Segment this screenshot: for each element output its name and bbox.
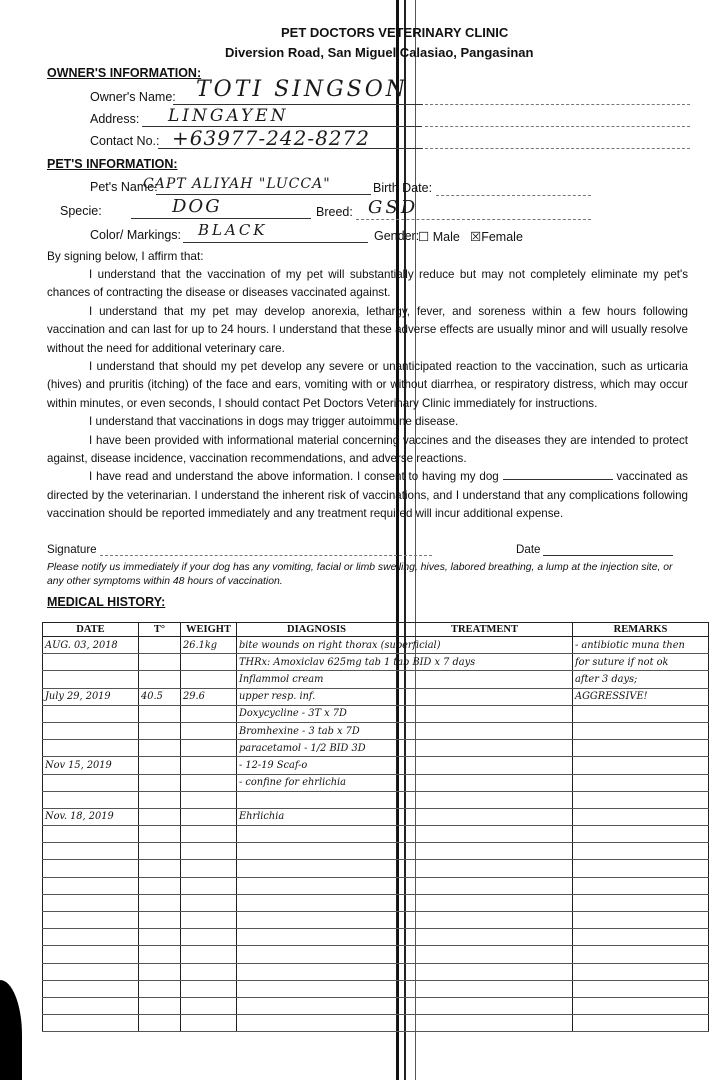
table-row [43,791,709,808]
table-row [43,722,709,739]
consent-paragraph-6: I have read and understand the above information. I consent to having my dog vaccinated as directed by the veterinarian. I understand the inherent risk of vaccinations, and I understand that any complications following vaccination should be reported immediately and any treatment required will incur additional expense. [47,470,688,521]
cell-treatment [397,980,573,997]
table-row [43,654,709,671]
cell-diagnosis [237,912,397,929]
cell-temperature [139,774,181,791]
table-row [43,637,709,654]
cell-diagnosis: - 12-19 Scaf-o [237,757,397,774]
cell-treatment [397,1015,573,1032]
consent-paragraph-4: I understand that vaccinations in dogs may trigger autoimmune disease. [89,415,459,429]
cell-diagnosis [237,946,397,963]
cell-diagnosis [237,963,397,980]
table-row [43,929,709,946]
cell-temperature [139,1015,181,1032]
color-value: BLACK [198,221,268,239]
pet-name-value: CAPT ALIYAH "LUCCA" [143,176,331,192]
cell-remarks [573,791,709,808]
cell-weight [181,929,237,946]
cell-diagnosis [237,877,397,894]
cell-temperature [139,757,181,774]
cell-treatment [397,774,573,791]
pet-section-title: PET'S INFORMATION: [47,157,178,171]
column-header-weight: WEIGHT [181,623,237,637]
table-row [43,705,709,722]
cell-weight [181,1015,237,1032]
cell-date [43,826,139,843]
cell-weight [181,946,237,963]
cell-weight: 29.6 [181,688,237,705]
cell-remarks [573,929,709,946]
cell-remarks [573,757,709,774]
consent-text [47,266,688,524]
cell-treatment [397,740,573,757]
color-label: Color/ Markings: [90,228,181,242]
cell-temperature [139,705,181,722]
cell-treatment [397,705,573,722]
cell-diagnosis: Ehrlichia [237,808,397,825]
cell-treatment [397,843,573,860]
table-row [43,877,709,894]
consent-paragraph-2: I understand that my pet may develop anorexia, lethargy, fever, and soreness within a few hours following vaccination and can last for up to 24 hours. I understand that these adverse effects are usually minor and will usually resolve without the need for additional veterinary care. [47,304,688,355]
cell-diagnosis [237,997,397,1014]
cell-diagnosis: - confine for ehrlichia [237,774,397,791]
owner-name-value: TOTI SINGSON [196,77,409,102]
table-row [43,688,709,705]
table-row [43,757,709,774]
dog-name-blank[interactable] [503,469,613,480]
cell-temperature [139,894,181,911]
cell-remarks: for suture if not ok [573,654,709,671]
table-row [43,912,709,929]
pet-name-label: Pet's Name: [90,180,158,194]
table-row [43,946,709,963]
table-row [43,774,709,791]
cell-temperature [139,963,181,980]
signature-label: Signature [47,543,97,556]
cell-date: Nov. 18, 2019 [43,808,139,825]
consent-paragraph-5: I have been provided with informational material concerning vaccines and the diseases they are intended to protect against, disease incidence, vaccination recommendations, and adverse reactions. [47,433,688,466]
cell-temperature [139,808,181,825]
cell-weight [181,740,237,757]
cell-remarks [573,1015,709,1032]
column-header-treatment: TREATMENT [397,623,573,637]
cell-remarks [573,774,709,791]
cell-weight [181,791,237,808]
cell-diagnosis [237,1015,397,1032]
cell-temperature [139,671,181,688]
breed-label: Breed: [316,205,353,219]
cell-diagnosis: bite wounds on right thorax (superficial) [237,637,397,654]
cell-remarks [573,808,709,825]
cell-temperature [139,722,181,739]
cell-date [43,980,139,997]
cell-temperature [139,826,181,843]
table-row [43,997,709,1014]
cell-diagnosis: THRx: Amoxiclav 625mg tab 1 tab BID x 7 days [237,654,397,671]
cell-temperature [139,843,181,860]
cell-date [43,894,139,911]
cell-weight [181,980,237,997]
contact-label: Contact No.: [90,134,160,148]
table-row [43,808,709,825]
table-row [43,1015,709,1032]
cell-weight [181,912,237,929]
table-row [43,826,709,843]
cell-treatment [397,688,573,705]
cell-date [43,671,139,688]
cell-diagnosis [237,980,397,997]
cell-weight [181,774,237,791]
cell-date [43,654,139,671]
column-header-temperature: T° [139,623,181,637]
cell-temperature [139,860,181,877]
cell-temperature [139,654,181,671]
cell-temperature [139,980,181,997]
breed-value: GSD [368,197,419,218]
cell-date: AUG. 03, 2018 [43,637,139,654]
cell-temperature [139,740,181,757]
cell-treatment [397,929,573,946]
cell-weight [181,843,237,860]
cell-treatment [397,877,573,894]
column-header-date: DATE [43,623,139,637]
cell-remarks [573,722,709,739]
cell-treatment [397,757,573,774]
cell-treatment [397,997,573,1014]
cell-date [43,705,139,722]
cell-remarks [573,963,709,980]
cell-treatment [397,963,573,980]
cell-date [43,774,139,791]
cell-diagnosis: paracetamol - 1/2 BID 3D [237,740,397,757]
table-header-row [43,623,709,637]
date-label: Date [516,543,541,556]
consent-intro: By signing below, I affirm that: [47,249,204,263]
cell-temperature [139,877,181,894]
table-row [43,860,709,877]
contact-value: +63977-242-8272 [172,126,370,150]
species-label: Specie: [60,204,102,218]
address-label: Address: [90,112,140,126]
cell-treatment [397,946,573,963]
cell-remarks: - antibiotic muna then [573,637,709,654]
cell-remarks: after 3 days; [573,671,709,688]
table-row [43,963,709,980]
cell-treatment [397,860,573,877]
cell-remarks [573,980,709,997]
cell-temperature [139,912,181,929]
table-row [43,671,709,688]
cell-remarks [573,912,709,929]
cell-treatment [397,791,573,808]
gender-male-checkbox[interactable]: ☐ Male [418,230,460,244]
cell-temperature [139,997,181,1014]
cell-weight [181,860,237,877]
owner-name-label: Owner's Name: [90,90,176,104]
cell-weight [181,963,237,980]
cell-weight [181,894,237,911]
cell-diagnosis [237,894,397,911]
cell-remarks: AGGRESSIVE! [573,688,709,705]
cell-remarks [573,877,709,894]
cell-treatment [397,722,573,739]
cell-remarks [573,946,709,963]
cell-weight [181,671,237,688]
cell-weight: 26.1kg [181,637,237,654]
table-row [43,843,709,860]
cell-date [43,740,139,757]
cell-diagnosis: Bromhexine - 3 tab x 7D [237,722,397,739]
cell-date [43,877,139,894]
clinic-name: PET DOCTORS VETERINARY CLINIC [281,25,509,40]
cell-date: Nov 15, 2019 [43,757,139,774]
cell-treatment [397,826,573,843]
cell-remarks [573,997,709,1014]
cell-temperature [139,791,181,808]
cell-date [43,860,139,877]
medical-history-title: MEDICAL HISTORY: [47,595,166,609]
cell-date [43,843,139,860]
cell-date [43,997,139,1014]
cell-diagnosis: upper resp. inf. [237,688,397,705]
cell-diagnosis: Inflammol cream [237,671,397,688]
owner-section-title: OWNER'S INFORMATION: [47,66,202,80]
cell-remarks [573,860,709,877]
table-row [43,980,709,997]
cell-weight [181,826,237,843]
cell-date [43,929,139,946]
cell-diagnosis [237,929,397,946]
clinic-address: Diversion Road, San Miguel Calasiao, Pangasinan [225,45,534,60]
cell-weight [181,757,237,774]
cell-weight [181,722,237,739]
cell-weight [181,705,237,722]
gender-female-checkbox[interactable]: ☒Female [470,230,523,244]
cell-date [43,912,139,929]
cell-date [43,946,139,963]
cell-weight [181,877,237,894]
cell-diagnosis [237,826,397,843]
cell-remarks [573,894,709,911]
birthdate-label: Birth Date: [373,181,433,195]
page-edge-shadow [0,980,22,1080]
cell-date [43,791,139,808]
column-header-remarks: REMARKS [573,623,709,637]
cell-treatment [397,894,573,911]
cell-treatment [397,671,573,688]
consent-paragraph-3: I understand that should my pet develop any severe or unanticipated reaction to the vaccination, such as urticaria (hives) and pruritis (itching) of the face and ears, vomiting with or without diarrhea, or respiratory distress, which may occur within minutes, or even seconds, I should contact Pet Doctors Veterinary Clinic immediately for instructions. [47,360,688,410]
cell-temperature [139,946,181,963]
cell-diagnosis [237,860,397,877]
table-row [43,740,709,757]
cell-date [43,1015,139,1032]
cell-weight [181,654,237,671]
cell-remarks [573,705,709,722]
cell-treatment [397,808,573,825]
cell-treatment [397,912,573,929]
cell-date [43,963,139,980]
column-header-diagnosis: DIAGNOSIS [237,623,397,637]
cell-temperature [139,637,181,654]
cell-weight [181,808,237,825]
post-vaccination-note: Please notify us immediately if your dog has any vomiting, facial or limb swelling, hives, labored breathing, a lump at the injection site, or any other symptoms within 48 hours of vaccination. [47,562,673,587]
consent-paragraph-1: I understand that the vaccination of my pet will substantially reduce but may not completely eliminate my pet's chances of contracting the disease or diseases vaccinated against. [47,268,688,300]
species-value: DOG [172,196,222,217]
cell-temperature: 40.5 [139,688,181,705]
cell-weight [181,997,237,1014]
cell-diagnosis [237,791,397,808]
cell-date [43,722,139,739]
cell-diagnosis [237,843,397,860]
address-value: LINGAYEN [168,106,289,126]
cell-diagnosis: Doxycycline - 3T x 7D [237,705,397,722]
cell-temperature [139,929,181,946]
gender-label: Gender: [374,229,420,243]
medical-history-table [42,622,709,1032]
cell-remarks [573,843,709,860]
cell-remarks [573,826,709,843]
cell-remarks [573,740,709,757]
cell-date: July 29, 2019 [43,688,139,705]
table-row [43,894,709,911]
